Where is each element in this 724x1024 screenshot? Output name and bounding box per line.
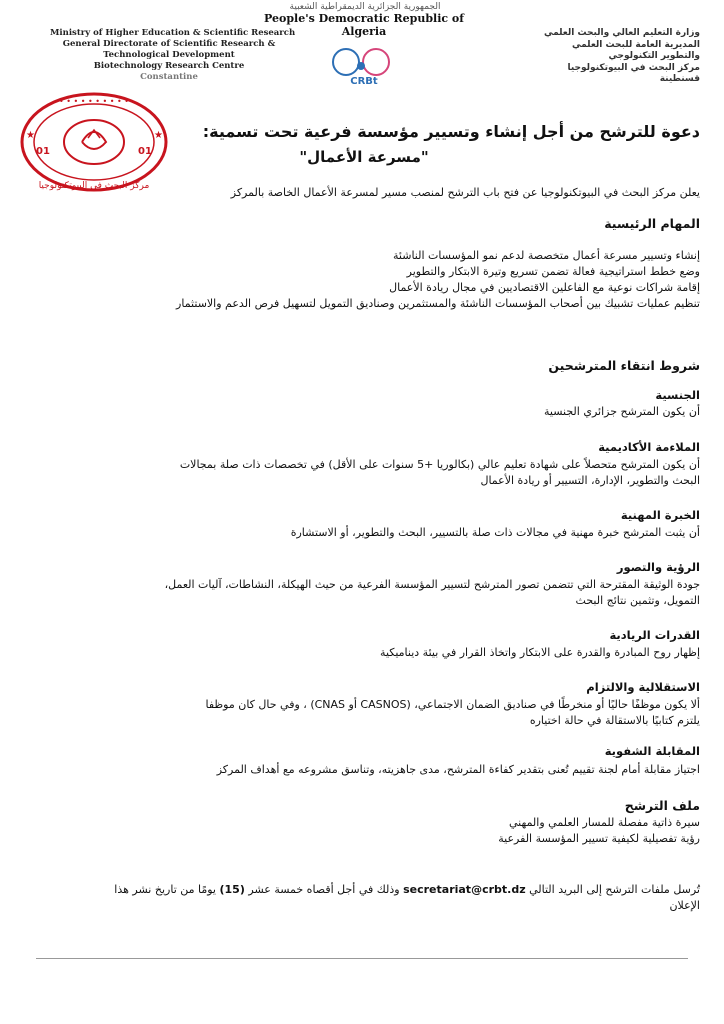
seal-number: 01 bbox=[36, 146, 50, 157]
contact-email: secretariat@crbt.dz bbox=[403, 883, 526, 896]
condition-line: البحث والتطوير، الإدارة، التسيير أو ريادة الأعمال bbox=[480, 474, 700, 487]
condition-line: أن يكون المترشح متحصلاً على شهادة تعليم عالي (بكالوريا +5 سنوات على الأقل) في تخصصات ذات صلة بمجالات bbox=[179, 458, 700, 471]
intro-paragraph: يعلن مركز البحث في البيوتكنولوجيا عن فتح باب الترشح لمنصب مسير لمسرعة الأعمال الخاصة بالمركز bbox=[230, 186, 700, 199]
header-en-line: Constantine bbox=[140, 72, 198, 82]
header-ar-line: مركز البحث في البيوتكنولوجيا bbox=[567, 62, 700, 73]
logo-text: CRBt bbox=[350, 76, 378, 87]
header-ar-line: قسنطينة bbox=[659, 74, 700, 84]
header-en-line: General Directorate of Scientific Research & bbox=[62, 39, 276, 49]
header-arabic-block bbox=[470, 28, 700, 86]
condition-text bbox=[20, 577, 700, 609]
condition-line: ألا يكون موظفًا حاليًا أو منخرطًا في صناديق الضمان الاجتماعي، (CASNOS أو CNAS) ، وفي حال كان موظفا bbox=[205, 698, 700, 711]
header-ar-line: والتطوير التكنولوجي bbox=[608, 51, 700, 61]
header-en-line: Biotechnology Research Centre bbox=[93, 61, 245, 71]
section-heading-conditions: شروط انتقاء المترشحين bbox=[548, 358, 700, 373]
header-ar-line: وزارة التعليم العالي والبحث العلمي bbox=[543, 28, 700, 38]
dossier-list bbox=[20, 815, 700, 847]
star-icon: ★ bbox=[26, 130, 35, 141]
dossier-item: سيرة ذاتية مفصلة للمسار العلمي والمهني bbox=[509, 816, 700, 829]
star-icon: ★ bbox=[154, 130, 163, 141]
condition-text bbox=[20, 697, 700, 729]
seal-number: 01 bbox=[138, 146, 152, 157]
crbt-logo bbox=[324, 44, 404, 88]
seal-text: مركز البحث في البيوتكنولوجيا bbox=[38, 181, 150, 191]
condition-text bbox=[20, 404, 700, 420]
svg-text:• • • • • • • • • •: • • • • • • • • • • bbox=[58, 97, 130, 106]
logo-dot bbox=[357, 62, 365, 70]
closing-paragraph bbox=[20, 882, 700, 914]
condition-line: جودة الوثيقة المقترحة التي تتضمن تصور المترشح لتسيير المؤسسة الفرعية من حيث الهيكلة، النشاطات، آليات العمل، bbox=[164, 578, 700, 591]
header-en-line: Ministry of Higher Education & Scientific Research bbox=[50, 28, 296, 38]
condition-title: الجنسية bbox=[655, 388, 700, 402]
condition-title: المقابلة الشفوية bbox=[604, 744, 700, 758]
footer-divider bbox=[36, 958, 688, 959]
logo-ring bbox=[333, 49, 359, 75]
condition-line: اجتياز مقابلة أمام لجنة تقييم تُعنى بتقدير كفاءة المترشح، مدى جاهزيته، وتناسق مشروعه مع أهداف المركز bbox=[216, 763, 700, 776]
header-arabic-republic: الجمهورية الجزائرية الديمقراطية الشعبية bbox=[289, 2, 441, 12]
condition-title: الاستقلالية والالتزام bbox=[586, 680, 700, 694]
condition-line: أن يكون المترشح جزائري الجنسية bbox=[543, 405, 700, 418]
document-title-name: "مسرعة الأعمال" bbox=[299, 148, 429, 166]
closing-text: وذلك في أجل أقصاه خمسة عشر bbox=[248, 883, 400, 896]
closing-text: تُرسل ملفات الترشح إلى البريد التالي bbox=[529, 883, 700, 896]
closing-text: الإعلان bbox=[669, 899, 700, 912]
condition-title: القدرات الريادية bbox=[609, 628, 700, 642]
task-item: إنشاء وتسيير مسرعة أعمال متخصصة لدعم نمو المؤسسات الناشئة bbox=[393, 249, 700, 262]
condition-text bbox=[20, 762, 700, 778]
condition-line: يلتزم كتابيًا بالاستقالة في حالة اختياره bbox=[529, 714, 700, 727]
header-english-block bbox=[50, 28, 296, 83]
condition-title: الخبرة المهنية bbox=[620, 508, 700, 522]
condition-line: إظهار روح المبادرة والقدرة على الابتكار واتخاذ القرار في بيئة ديناميكية bbox=[380, 646, 700, 659]
tasks-list bbox=[20, 248, 700, 312]
dossier-item: رؤية تفصيلية لكيفية تسيير المؤسسة الفرعية bbox=[498, 832, 700, 845]
condition-title: الملاءمة الأكاديمية bbox=[598, 440, 700, 454]
condition-line: التمويل، وتثمين نتائج البحث bbox=[575, 594, 700, 607]
section-heading-tasks: المهام الرئيسية bbox=[604, 216, 700, 231]
section-heading-dossier: ملف الترشح bbox=[624, 798, 700, 813]
closing-days: (15) bbox=[219, 883, 245, 896]
task-item: تنظيم عمليات تشبيك بين أصحاب المؤسسات الناشئة والمستثمرين وصناديق التمويل لتسهيل فرص الدعم والاستثمار bbox=[176, 297, 700, 310]
task-item: وضع خطط استراتيجية فعالة تضمن تسريع وتيرة الابتكار والتطوير bbox=[406, 265, 700, 278]
official-seal-stamp bbox=[14, 88, 174, 196]
logo-ring bbox=[363, 49, 389, 75]
header-country-name: People's Democratic Republic of Algeria bbox=[264, 12, 464, 38]
condition-line: أن يثبت المترشح خبرة مهنية في مجالات ذات صلة بالتسيير، البحث والتطوير، أو الاستشارة bbox=[290, 526, 700, 539]
header-en-line: Technological Development bbox=[103, 50, 235, 60]
condition-text bbox=[20, 457, 700, 489]
document-title: دعوة للترشح من أجل إنشاء وتسيير مؤسسة فرعية تحت تسمية: bbox=[202, 122, 700, 141]
condition-text bbox=[20, 525, 700, 541]
condition-title: الرؤية والتصور bbox=[616, 560, 700, 574]
task-item: إقامة شراكات نوعية مع الفاعلين الاقتصاديين في مجال ريادة الأعمال bbox=[389, 281, 700, 294]
condition-text bbox=[20, 645, 700, 661]
closing-text: يومًا من تاريخ نشر هذا bbox=[114, 883, 216, 896]
header-ar-line: المديرية العامة للبحث العلمي bbox=[572, 39, 700, 50]
